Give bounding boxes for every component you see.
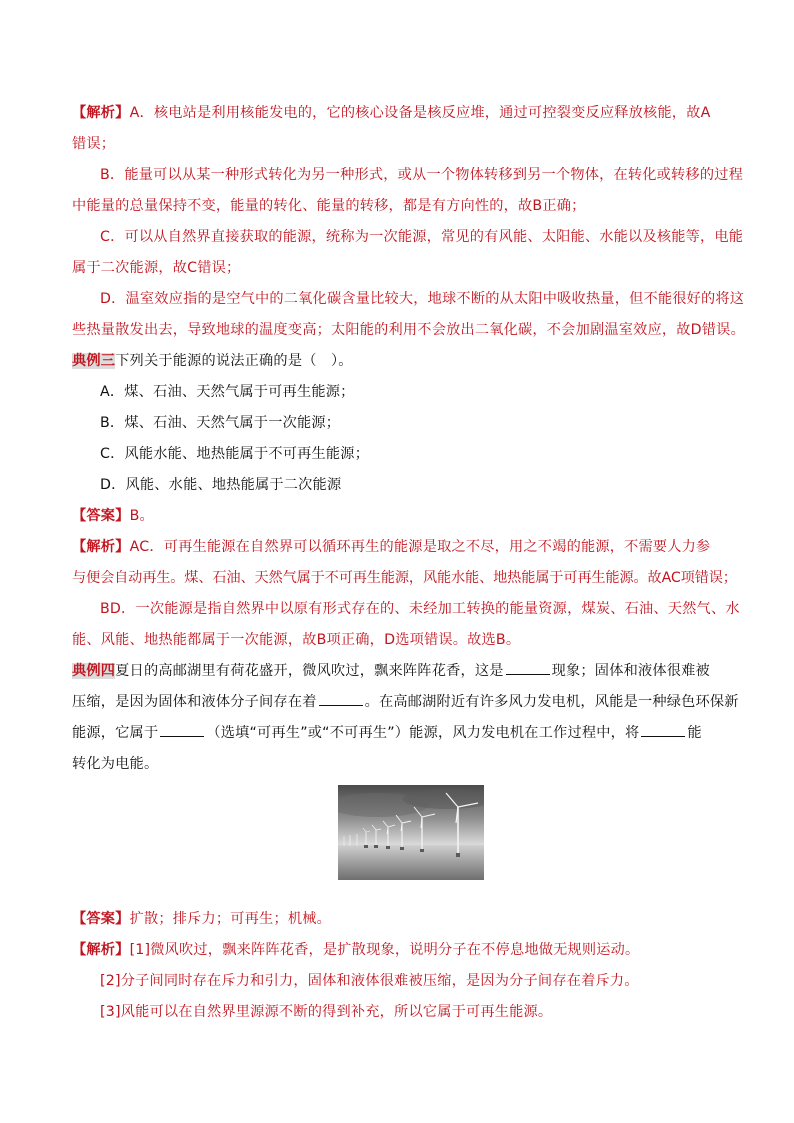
- question-text: 。在高邮湖附近有许多风力发电机，风能是一种绿色环保新: [364, 694, 739, 710]
- analysis-label: 【解析】: [72, 105, 130, 121]
- question-text: 压缩，是因为固体和液体分子间存在着: [72, 694, 317, 710]
- answer-blank: [506, 656, 550, 675]
- analysis-1-line-2: 错误；: [72, 136, 116, 152]
- example-4-analysis-line-3: [3]风能可以在自然界里源源不断的得到补充，所以它属于可再生能源。: [100, 1004, 553, 1020]
- answer-label: 【答案】: [72, 911, 130, 927]
- example-4-question-line-4: 转化为电能。: [72, 756, 159, 772]
- example-4-question-line-3: [72, 718, 722, 749]
- example-4-analysis-line-2: [2]分子间同时存在斥力和引力，固体和液体很难被压缩，是因为分子间存在着斥力。: [100, 973, 639, 989]
- analysis-text: A．核电站是利用核能发电的，它的核心设备是核反应堆，通过可控裂变反应释放核能，故A: [129, 105, 711, 121]
- answer-blank: [319, 687, 363, 706]
- answer-label: 【答案】: [72, 508, 130, 524]
- answer-text: 扩散；排斥力；可再生；机械。: [129, 911, 331, 927]
- example-3-answer: [72, 501, 722, 532]
- analysis-text: [1]微风吹过，飘来阵阵花香，是扩散现象，说明分子在不停息地做无规则运动。: [129, 942, 640, 958]
- analysis-1-line-7: D．温室效应指的是空气中的二氧化碳含量比较大，地球不断的从太阳中吸收热量，但不能很好的将这: [100, 291, 745, 307]
- analysis-1-line-6: 属于二次能源，故C错误；: [72, 260, 241, 276]
- example-3-analysis-line-4: 能、风能、地热能都属于一次能源，故B项正确，D选项错误。故选B。: [72, 632, 521, 648]
- question-text: 能源，它属于: [72, 725, 159, 741]
- option-d: D．风能、水能、地热能属于二次能源: [100, 477, 342, 493]
- analysis-1-line-3: B．能量可以从某一种形式转化为另一种形式，或从一个物体转移到另一个物体，在转化或转移的过程: [100, 167, 743, 183]
- analysis-1-line-4: 中能量的总量保持不变，能量的转化、能量的转移，都是有方向性的，故B正确；: [72, 198, 586, 214]
- option-a: A．煤、石油、天然气属于可再生能源；: [100, 384, 355, 400]
- analysis-text: AC．可再生能源在自然界可以循环再生的能源是取之不尽，用之不竭的能源，不需要人力参: [129, 539, 711, 555]
- example-3-tag: 典例三: [72, 353, 116, 369]
- example-3-analysis-line-2: 与便会自动再生。煤、石油、天然气属于不可再生能源，风能水能、地热能属于可再生能源。故AC项错误；: [72, 570, 737, 586]
- option-c: C．风能水能、地热能属于不可再生能源；: [100, 446, 370, 462]
- example-4-tag: 典例四: [72, 663, 116, 679]
- analysis-label: 【解析】: [72, 539, 130, 555]
- answer-blank: [160, 718, 204, 737]
- example-4-question-line-2: [72, 687, 739, 718]
- analysis-1-line-5: C．可以从自然界直接获取的能源，统称为一次能源，常见的有风能、太阳能、水能以及核能等，电能: [100, 229, 744, 245]
- wind-turbines-photo: [338, 785, 484, 880]
- answer-blank: [641, 718, 685, 737]
- analysis-1-line-8: 些热量散发出去，导致地球的温度变高；太阳能的利用不会放出二氧化碳，不会加剧温室效应，故D错误。: [72, 322, 745, 338]
- example-4-question-line-1: [72, 656, 722, 687]
- analysis-label: 【解析】: [72, 942, 130, 958]
- example-4-answer: [72, 904, 722, 935]
- analysis-1-line-1: [72, 98, 722, 129]
- option-b: B．煤、石油、天然气属于一次能源；: [100, 415, 341, 431]
- example-3-analysis-line-3: BD．一次能源是指自然界中以原有形式存在的、未经加工转换的能量资源，煤炭、石油、天然气、水: [100, 601, 740, 617]
- question-text: （选填“可再生”或“不可再生”）能源，风力发电机在工作过程中，将: [206, 725, 640, 741]
- question-text: 现象；固体和液体很难被: [551, 663, 710, 679]
- document-content: [72, 98, 745, 1028]
- example-3-question: [72, 346, 722, 377]
- question-text: 夏日的高邮湖里有荷花盛开，微风吹过，飘来阵阵花香，这是: [115, 663, 504, 679]
- question-text: 能: [687, 725, 702, 741]
- question-text: 下列关于能源的说法正确的是（ ）。: [115, 353, 353, 369]
- example-3-analysis-line-1: [72, 532, 722, 563]
- answer-text: B。: [129, 508, 154, 524]
- example-4-analysis-line-1: [72, 935, 722, 966]
